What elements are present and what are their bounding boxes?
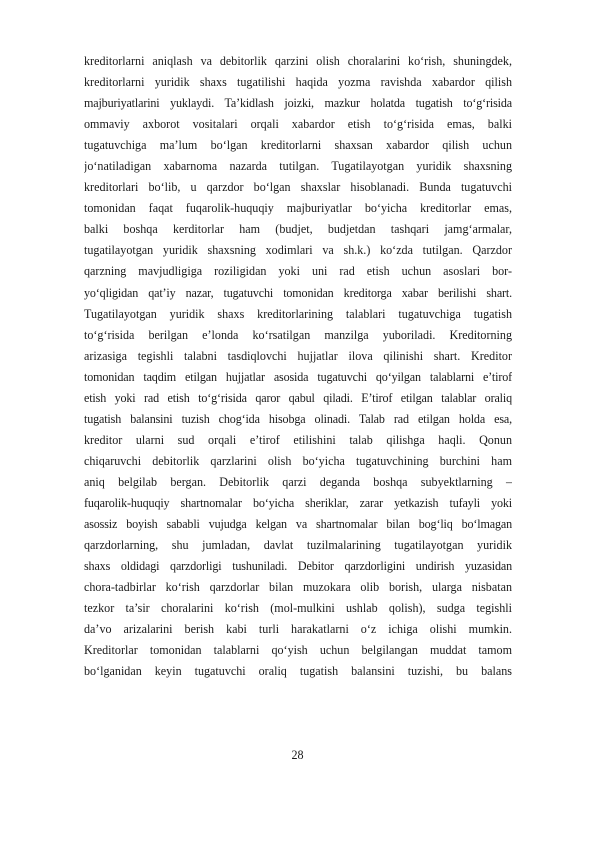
text-line: tugatilayotgan yuridik shaxsning xodimlari va sh.k.) ko‘zda tutilgan. Qarzdor xyxy=(84,243,512,258)
text-line: Kreditorlar tomonidan talablarni qo‘yish uchun belgilangan muddat tamom xyxy=(84,643,512,658)
text-line: shaxs oldidagi qarzdorligi tushuniladi. Debitor qarzdorligini undirish yuzasidan xyxy=(84,559,512,574)
text-line: to‘g‘risida berilgan e’londa ko‘rsatilgan manzilga yuboriladi. Kreditorning xyxy=(84,327,512,342)
text-line: qarzdorlarning, shu jumladan, davlat tuzilmalarining tugatilayotgan yuridik xyxy=(84,538,512,553)
text-line: da’vo arizalarini berish kabi turli harakatlarni o‘z ichiga olishi mumkin. xyxy=(84,622,512,637)
text-line: asossiz boyish sababli vujudga kelgan va shartnomalar bilan bog‘liq bo‘lmagan xyxy=(84,517,512,532)
text-line: tomonidan taqdim etilgan hujjatlar asosida tugatuvchi qo‘yilgan talablarni e’tirof xyxy=(84,369,512,384)
text-line: chiqaruvchi debitorlik qarzlarini olish bo‘yicha tugatuvchining burchini ham xyxy=(84,453,512,468)
text-line: kreditorlarni aniqlash va debitorlik qarzini olish choralarini ko‘rish, shuningdek, xyxy=(84,54,512,68)
body-text xyxy=(84,51,512,682)
text-line: tugatuvchiga ma’lum bo‘lgan kreditorlarni shaxsan xabardor qilish uchun xyxy=(84,138,512,153)
text-line: bo‘lganidan keyin tugatuvchi oraliq tugatish balansini tuzishi, bu balans xyxy=(84,664,512,679)
page-number: 28 xyxy=(291,748,304,762)
text-line: kreditorlari bo‘lib, u qarzdor bo‘lgan shaxslar hisoblanadi. Bunda tugatuvchi xyxy=(84,180,512,195)
text-line: balki boshqa kerditorlar ham (budjet, budjetdan tashqari jamg‘armalar, xyxy=(84,222,512,237)
text-line: tugatish balansini tuzish chog‘ida hisobga olinadi. Talab rad etilgan holda esa, xyxy=(84,411,512,426)
text-line: qarzning mavjudligiga roziligidan yoki uni rad etish uchun asoslari bor- xyxy=(84,264,512,279)
text-line: kreditorlarni yuridik shaxs tugatilishi haqida yozma ravishda xabardor qilish xyxy=(84,75,512,90)
text-line: ommaviy axborot vositalari orqali xabardor etish to‘g‘risida emas, balki xyxy=(84,117,512,132)
text-line: chora-tadbirlar ko‘rish qarzdorlar bilan muzokara olib borish, ularga nisbatan xyxy=(84,580,512,595)
text-line: jo‘natiladigan xabarnoma nazarda tutilgan. Tugatilayotgan yuridik shaxsning xyxy=(84,159,512,174)
text-line: fuqarolik-huquqiy shartnomalar bo‘yicha sheriklar, zarar yetkazish tufayli yoki xyxy=(84,495,512,510)
text-line: tezkor ta’sir choralarini ko‘rish (mol-mulkini ushlab qolish), sudga tegishli xyxy=(84,601,512,616)
text-line: Tugatilayotgan yuridik shaxs kreditorlarining talablari tugatuvchiga tugatish xyxy=(84,306,512,321)
text-line: arizasiga tegishli talabni tasdiqlovchi hujjatlar ilova qilinishi shart. Kreditor xyxy=(84,348,512,363)
text-line: majburiyatlarini yuklaydi. Ta’kidlash joizki, mazkur holatda tugatish to‘g‘risida xyxy=(84,96,512,111)
text-line: tomonidan faqat fuqarolik-huquqiy majburiyatlar bo‘yicha kreditorlar emas, xyxy=(84,201,512,216)
text-line: yo‘qligidan qat’iy nazar, tugatuvchi tomonidan kreditorga xabar berilishi shart. xyxy=(84,285,512,300)
text-line: etish yoki rad etish to‘g‘risida qaror qabul qiladi. E’tirof etilgan talablar oraliq xyxy=(84,390,512,405)
text-line: kreditor ularni sud orqali e’tirof etilishini talab qilishga haqli. Qonun xyxy=(84,432,512,447)
text-line: aniq belgilab bergan. Debitorlik qarzi deganda boshqa subyektlarning – xyxy=(84,474,512,489)
